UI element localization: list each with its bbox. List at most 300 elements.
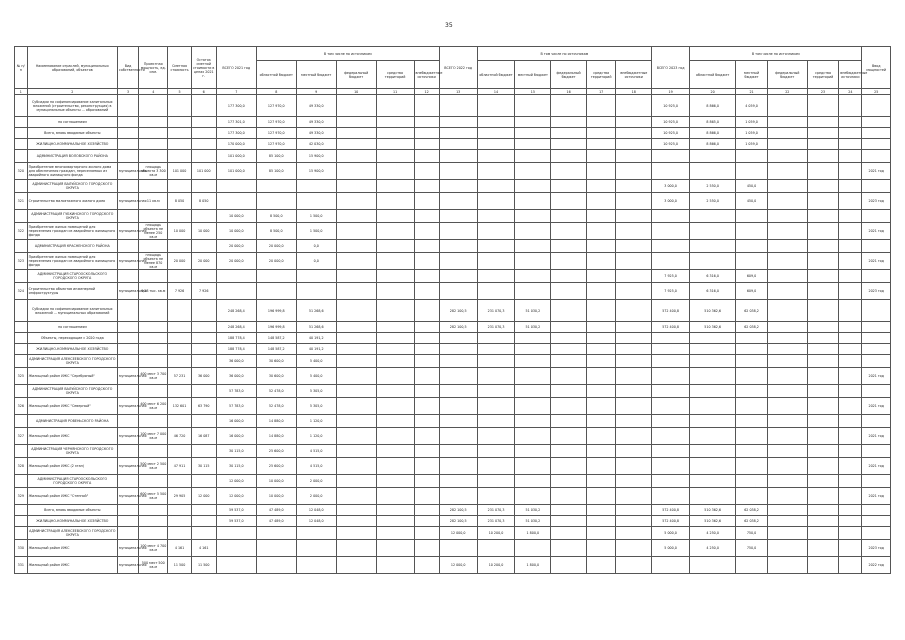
table-cell	[862, 270, 891, 283]
table-row	[15, 458, 891, 475]
table-cell	[551, 527, 587, 540]
section-row	[15, 128, 891, 139]
table-cell: 609,0	[736, 283, 768, 300]
table-cell	[336, 415, 376, 428]
table-cell	[139, 139, 168, 150]
table-cell	[15, 139, 28, 150]
table-cell	[477, 475, 515, 488]
header-remaining: Остаток сметной стоимости в ценах 2021 г.	[191, 47, 216, 89]
table-cell	[439, 117, 477, 128]
table-cell	[839, 540, 862, 557]
table-cell	[336, 300, 376, 322]
table-cell	[477, 458, 515, 475]
table-cell: 329	[15, 488, 28, 505]
table-row	[15, 398, 891, 415]
table-cell	[839, 355, 862, 368]
table-cell: муниципальная	[118, 223, 139, 240]
table-cell	[414, 193, 439, 210]
table-cell: 8 865,0	[690, 117, 736, 128]
table-cell	[515, 128, 551, 139]
table-cell	[191, 445, 216, 458]
table-cell: муниципальная	[118, 368, 139, 385]
column-number: 13	[439, 89, 477, 95]
table-cell: 450,0	[736, 180, 768, 193]
table-cell	[862, 139, 891, 150]
table-cell	[652, 445, 690, 458]
table-cell	[336, 475, 376, 488]
table-cell	[616, 180, 652, 193]
table-cell	[477, 139, 515, 150]
table-cell: 16 000,0	[216, 415, 256, 428]
column-number: 2	[27, 89, 117, 95]
table-cell: 3 000,0	[652, 180, 690, 193]
table-cell: 62 038,2	[736, 516, 768, 527]
table-cell	[191, 150, 216, 163]
row-name-cell: АДМИНИСТРАЦИЯ СТАРООСКОЛЬСКОГО ГОРОДСКОГО ОКРУГА	[27, 475, 117, 488]
table-cell	[414, 128, 439, 139]
column-number: 11	[376, 89, 414, 95]
table-cell	[767, 368, 807, 385]
table-cell: 8 050	[191, 193, 216, 210]
table-cell	[616, 163, 652, 180]
table-cell	[216, 180, 256, 193]
table-cell	[376, 117, 414, 128]
table-cell	[616, 333, 652, 344]
table-cell	[477, 488, 515, 505]
table-cell	[839, 475, 862, 488]
table-cell	[477, 368, 515, 385]
table-cell	[862, 333, 891, 344]
table-cell	[839, 300, 862, 322]
table-cell	[767, 253, 807, 270]
table-cell	[767, 322, 807, 333]
table-cell: 36 000,0	[216, 368, 256, 385]
table-cell: 321	[15, 193, 28, 210]
table-cell	[168, 240, 191, 253]
column-number: 24	[839, 89, 862, 95]
table-cell: 282 100,5	[439, 300, 477, 322]
table-cell	[616, 95, 652, 117]
table-cell	[551, 180, 587, 193]
table-cell	[586, 415, 615, 428]
table-cell: 101 000,0	[216, 150, 256, 163]
table-cell	[118, 300, 139, 322]
table-cell	[477, 210, 515, 223]
table-cell	[139, 445, 168, 458]
table-cell	[586, 445, 615, 458]
table-cell	[586, 344, 615, 355]
table-cell: 12 048,0	[296, 505, 336, 516]
table-cell	[690, 488, 736, 505]
table-cell	[477, 355, 515, 368]
table-cell	[515, 333, 551, 344]
table-cell	[616, 240, 652, 253]
table-cell	[652, 344, 690, 355]
table-cell	[191, 475, 216, 488]
table-cell: 1 800,0	[515, 557, 551, 574]
table-cell	[439, 163, 477, 180]
table-cell	[736, 398, 768, 415]
table-cell: 20 000,0	[256, 240, 296, 253]
table-cell	[616, 139, 652, 150]
table-cell: 510 362,6	[690, 505, 736, 516]
table-cell	[376, 488, 414, 505]
header-total-2023: ВСЕГО 2023 год	[652, 47, 690, 89]
row-name-cell: АДМИНИСТРАЦИЯ ЧЕРНЯНСКОГО ГОРОДСКОГО ОКРУГА	[27, 445, 117, 458]
section-row	[15, 322, 891, 333]
table-cell: 2021 год	[862, 398, 891, 415]
column-number: 1	[15, 89, 28, 95]
table-row	[15, 283, 891, 300]
table-cell	[652, 253, 690, 270]
column-number: 4	[139, 89, 168, 95]
table-cell	[652, 368, 690, 385]
table-cell	[477, 95, 515, 117]
table-cell	[168, 333, 191, 344]
table-cell	[336, 95, 376, 117]
table-cell	[616, 458, 652, 475]
table-cell	[839, 223, 862, 240]
table-cell	[551, 139, 587, 150]
table-cell	[414, 415, 439, 428]
table-cell	[439, 488, 477, 505]
table-cell	[652, 475, 690, 488]
table-cell: 2021 год	[862, 223, 891, 240]
table-cell	[414, 458, 439, 475]
table-cell: 127 970,0	[256, 139, 296, 150]
table-cell	[586, 516, 615, 527]
table-cell	[586, 540, 615, 557]
table-cell	[139, 355, 168, 368]
table-cell	[616, 475, 652, 488]
table-cell	[336, 527, 376, 540]
table-cell	[616, 344, 652, 355]
table-cell: 62 038,2	[736, 322, 768, 333]
table-cell: 2023 год	[862, 193, 891, 210]
table-cell	[839, 385, 862, 398]
table-cell	[807, 516, 839, 527]
row-name-cell: Приобретение жилых помещений для переселения граждан из аварийного жилищного фонда	[27, 223, 117, 240]
header-src: средства территорий	[586, 61, 615, 89]
table-cell	[256, 270, 296, 283]
table-cell	[336, 139, 376, 150]
table-cell	[376, 333, 414, 344]
table-cell: 2021 год	[862, 428, 891, 445]
table-cell: 51 268,6	[296, 300, 336, 322]
column-number: 5	[168, 89, 191, 95]
table-cell	[690, 210, 736, 223]
table-cell: 47 489,0	[256, 516, 296, 527]
municipality-row	[15, 240, 891, 253]
table-cell	[139, 270, 168, 283]
table-cell	[807, 210, 839, 223]
table-cell	[586, 527, 615, 540]
table-cell	[376, 527, 414, 540]
table-cell: 42 030,0	[296, 139, 336, 150]
table-cell	[690, 240, 736, 253]
table-cell	[216, 540, 256, 557]
table-cell	[551, 445, 587, 458]
table-row	[15, 368, 891, 385]
table-cell	[736, 150, 768, 163]
table-cell	[414, 428, 439, 445]
table-cell	[807, 527, 839, 540]
table-cell	[477, 344, 515, 355]
row-name-cell: Жилищный район ИЖС	[27, 540, 117, 557]
table-cell: муниципальная	[118, 557, 139, 574]
table-row	[15, 488, 891, 505]
table-cell	[652, 163, 690, 180]
table-cell	[515, 475, 551, 488]
table-cell	[376, 516, 414, 527]
table-cell	[839, 270, 862, 283]
table-cell: 6 316,0	[690, 283, 736, 300]
table-cell	[736, 333, 768, 344]
table-cell	[216, 193, 256, 210]
row-name-cell: Строительство объектов инженерной инфраструктуры	[27, 283, 117, 300]
table-cell	[439, 415, 477, 428]
table-cell	[515, 385, 551, 398]
row-name-cell: по соглашениям	[27, 117, 117, 128]
table-cell	[551, 398, 587, 415]
municipality-row	[15, 415, 891, 428]
column-number: 16	[551, 89, 587, 95]
table-cell	[652, 333, 690, 344]
table-cell: 1 120,0	[296, 428, 336, 445]
table-cell	[439, 355, 477, 368]
table-cell	[551, 557, 587, 574]
table-cell: 324	[15, 283, 28, 300]
budget-table	[14, 46, 891, 574]
table-cell	[296, 193, 336, 210]
table-cell	[839, 240, 862, 253]
table-cell	[256, 193, 296, 210]
table-cell: муниципальная	[118, 428, 139, 445]
table-cell	[616, 117, 652, 128]
table-cell	[736, 428, 768, 445]
table-cell	[336, 240, 376, 253]
table-cell	[376, 557, 414, 574]
table-cell	[586, 368, 615, 385]
table-cell	[256, 527, 296, 540]
table-cell	[551, 150, 587, 163]
table-cell: 46 720	[168, 428, 191, 445]
table-cell: 148 587,2	[256, 344, 296, 355]
table-cell: муниципальная	[118, 458, 139, 475]
table-cell	[439, 223, 477, 240]
table-cell	[439, 139, 477, 150]
table-cell: 231 070,3	[477, 505, 515, 516]
municipality-row	[15, 475, 891, 488]
table-cell	[736, 240, 768, 253]
table-cell	[439, 475, 477, 488]
table-cell	[551, 163, 587, 180]
table-cell	[807, 505, 839, 516]
table-cell	[690, 428, 736, 445]
table-cell	[414, 300, 439, 322]
table-cell	[551, 428, 587, 445]
table-cell	[586, 163, 615, 180]
table-cell	[15, 333, 28, 344]
table-row	[15, 428, 891, 445]
table-cell	[736, 445, 768, 458]
table-cell	[191, 333, 216, 344]
municipality-row	[15, 210, 891, 223]
table-cell	[477, 283, 515, 300]
table-cell	[336, 505, 376, 516]
table-cell	[862, 385, 891, 398]
table-cell	[139, 210, 168, 223]
table-cell	[839, 210, 862, 223]
table-cell	[690, 475, 736, 488]
table-cell	[515, 398, 551, 415]
table-cell: 322	[15, 223, 28, 240]
table-cell	[767, 139, 807, 150]
table-cell	[15, 505, 28, 516]
table-cell	[168, 150, 191, 163]
table-cell	[807, 128, 839, 139]
table-cell	[139, 385, 168, 398]
row-name-cell: ЖИЛИЩНО-КОММУНАЛЬНОЕ ХОЗЯЙСТВО	[27, 344, 117, 355]
table-cell: 49 330,0	[296, 117, 336, 128]
table-cell: 7 926	[168, 283, 191, 300]
table-cell	[690, 385, 736, 398]
section-row	[15, 117, 891, 128]
table-cell: 8 050	[168, 193, 191, 210]
table-cell	[862, 355, 891, 368]
column-number: 18	[616, 89, 652, 95]
table-cell	[767, 428, 807, 445]
table-cell	[336, 193, 376, 210]
column-number: 7	[216, 89, 256, 95]
table-cell: 170 000,0	[216, 139, 256, 150]
table-cell	[139, 415, 168, 428]
table-cell	[616, 557, 652, 574]
table-cell	[736, 557, 768, 574]
header-src: местный бюджет	[736, 61, 768, 89]
table-cell	[477, 128, 515, 139]
table-cell	[690, 223, 736, 240]
table-cell	[736, 385, 768, 398]
table-cell	[414, 150, 439, 163]
row-name-cell: Объекты, переходящие с 2020 года	[27, 333, 117, 344]
row-name-cell: Строительство малоэтажного жилого дома	[27, 193, 117, 210]
table-cell	[586, 139, 615, 150]
table-cell	[616, 283, 652, 300]
table-cell: 282 100,5	[439, 516, 477, 527]
table-cell	[515, 150, 551, 163]
table-cell: 320	[15, 163, 28, 180]
table-cell	[414, 516, 439, 527]
table-cell: 15 900,0	[296, 150, 336, 163]
municipality-row	[15, 150, 891, 163]
table-cell	[515, 253, 551, 270]
table-cell	[586, 300, 615, 322]
table-cell	[477, 193, 515, 210]
table-cell: 51 030,2	[515, 516, 551, 527]
table-cell	[515, 540, 551, 557]
table-cell	[551, 300, 587, 322]
table-cell	[807, 193, 839, 210]
table-cell: 20 000,0	[216, 253, 256, 270]
table-cell	[191, 210, 216, 223]
table-cell	[862, 150, 891, 163]
table-cell	[807, 368, 839, 385]
table-cell	[690, 458, 736, 475]
table-cell	[652, 488, 690, 505]
table-cell	[414, 385, 439, 398]
table-cell	[736, 355, 768, 368]
table-cell: 57 783,0	[216, 398, 256, 415]
table-cell	[376, 240, 414, 253]
table-cell: 8 866,0	[690, 128, 736, 139]
table-cell	[296, 270, 336, 283]
table-cell: муниципальная	[118, 283, 139, 300]
table-cell: 49 330,0	[296, 95, 336, 117]
table-cell: 2021 год	[862, 368, 891, 385]
table-cell	[862, 505, 891, 516]
table-cell: 7 925,0	[652, 283, 690, 300]
table-cell	[477, 385, 515, 398]
table-cell: 20 000	[168, 253, 191, 270]
table-cell: 231 070,3	[477, 516, 515, 527]
header-group-2023: В том числе по источникам	[690, 47, 862, 61]
table-cell: 14 880,0	[256, 415, 296, 428]
header-no: № п/п	[15, 47, 28, 89]
table-cell	[336, 333, 376, 344]
table-cell	[376, 398, 414, 415]
table-cell	[551, 368, 587, 385]
table-cell: 30 600,0	[256, 368, 296, 385]
table-cell	[439, 428, 477, 445]
table-cell: 148 587,2	[256, 333, 296, 344]
table-cell	[767, 527, 807, 540]
table-cell	[139, 150, 168, 163]
table-cell: 572 400,8	[652, 505, 690, 516]
table-cell: 500 мест 2 500 кв.м	[139, 458, 168, 475]
table-row	[15, 163, 891, 180]
table-cell: 30 115,0	[216, 445, 256, 458]
table-cell	[551, 540, 587, 557]
table-cell	[296, 557, 336, 574]
table-cell: 10 925,0	[652, 117, 690, 128]
table-cell: 600 мест 5 500 кв.м	[139, 488, 168, 505]
table-cell	[807, 283, 839, 300]
table-cell	[807, 322, 839, 333]
table-cell	[336, 322, 376, 333]
table-cell: 59 537,0	[216, 516, 256, 527]
table-cell	[807, 240, 839, 253]
table-cell	[216, 270, 256, 283]
table-cell: 10 200,0	[477, 527, 515, 540]
row-name-cell: АДМИНИСТРАЦИЯ АЛЕКСЕЕВСКОГО ГОРОДСКОГО ОКРУГА	[27, 355, 117, 368]
table-cell: 52 478,0	[256, 385, 296, 398]
table-cell	[839, 163, 862, 180]
table-cell	[118, 516, 139, 527]
table-cell: 8 500,0	[256, 210, 296, 223]
column-number: 15	[515, 89, 551, 95]
table-cell	[839, 488, 862, 505]
table-cell	[168, 128, 191, 139]
table-cell	[376, 428, 414, 445]
column-number: 14	[477, 89, 515, 95]
header-src: федеральный бюджет	[767, 61, 807, 89]
table-cell	[652, 458, 690, 475]
table-cell	[839, 95, 862, 117]
table-cell	[515, 163, 551, 180]
table-cell	[15, 128, 28, 139]
table-cell	[414, 527, 439, 540]
